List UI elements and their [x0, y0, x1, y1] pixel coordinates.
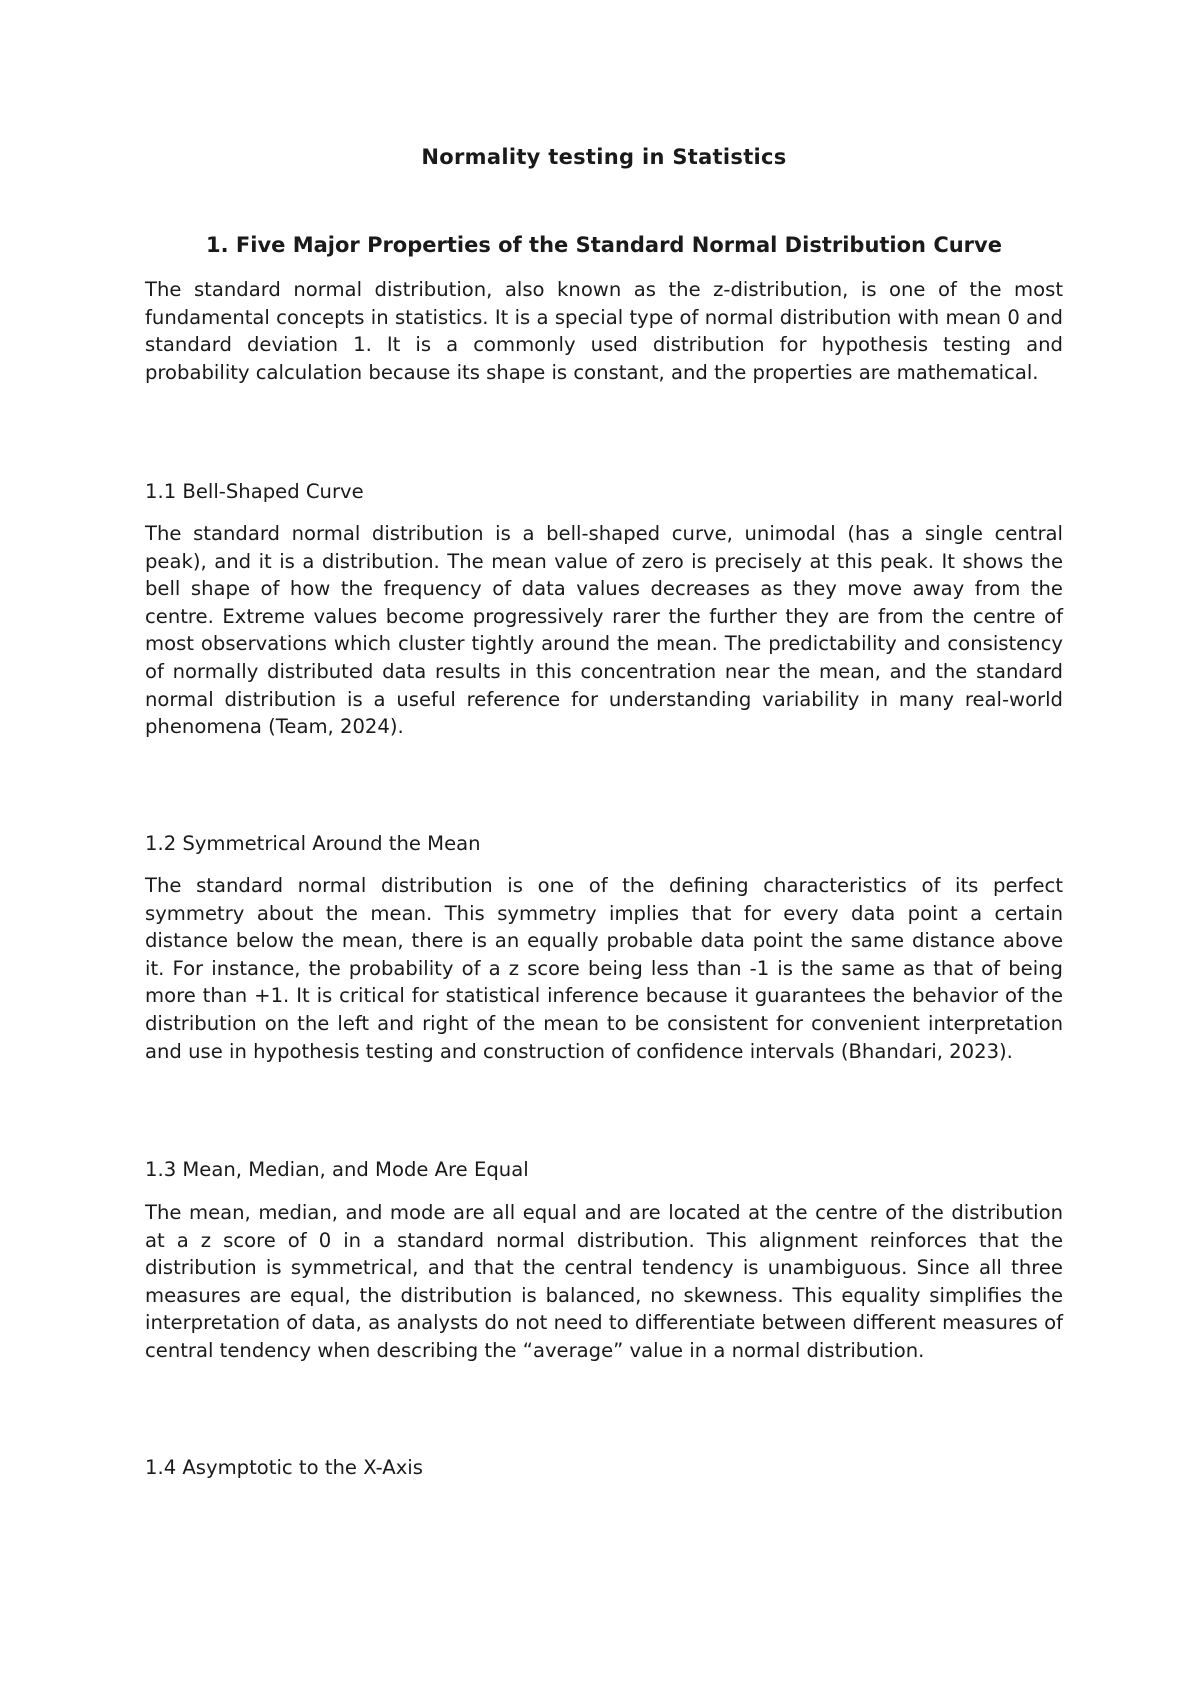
subsection-heading-1-2: 1.2 Symmetrical Around the Mean	[145, 832, 481, 855]
intro-paragraph: The standard normal distribution, also known as the z-distribution, is one of the most fundamental concepts in statistics. It is a special type of normal distribution with mean 0 and standard deviation 1. It is a commonly used distribution for hypothesis testing and probability calculation because its shape is constant, and the properties are mathematical.	[145, 278, 1063, 384]
subsection-heading-1-4: 1.4 Asymptotic to the X-Axis	[145, 1456, 423, 1479]
document-title: Normality testing in Statistics	[421, 145, 787, 169]
section-heading: 1. Five Major Properties of the Standard Normal Distribution Curve	[206, 233, 1002, 257]
subsection-heading-1-3: 1.3 Mean, Median, and Mode Are Equal	[145, 1158, 529, 1181]
subsection-heading-1-1: 1.1 Bell-Shaped Curve	[145, 480, 364, 503]
subsection-body-1-3: The mean, median, and mode are all equal and are located at the centre of the distribution at a z score of 0 in a standard normal distribution. This alignment reinforces that the distribution is symmetrical, and that the central tendency is unambiguous. Since all three measures are equal, the distribution is balanced, no skewness. This equality simplifies the interpretation of data, as analysts do not need to differentiate between different measures of central tendency when describing the “average” value in a normal distribution.	[145, 1201, 1063, 1362]
subsection-body-1-2: The standard normal distribution is one of the defining characteristics of its perfect symmetry about the mean. This symmetry implies that for every data point a certain distance below the mean, there is an equally probable data point the same distance above it. For instance, the probability of a z score being less than -1 is the same as that of being more than +1. It is critical for statistical inference because it guarantees the behavior of the distribution on the left and right of the mean to be consistent for convenient interpretation and use in hypothesis testing and construction of confidence intervals (Bhandari, 2023).	[145, 874, 1063, 1063]
subsection-body-1-1: The standard normal distribution is a bell-shaped curve, unimodal (has a single central peak), and it is a distribution. The mean value of zero is precisely at this peak. It shows the bell shape of how the frequency of data values decreases as they move away from the centre. Extreme values become progressively rarer the further they are from the centre of most observations which cluster tightly around the mean. The predictability and consistency of normally distributed data results in this concentration near the mean, and the standard normal distribution is a useful reference for understanding variability in many real-world phenomena (Team, 2024).	[145, 522, 1063, 739]
